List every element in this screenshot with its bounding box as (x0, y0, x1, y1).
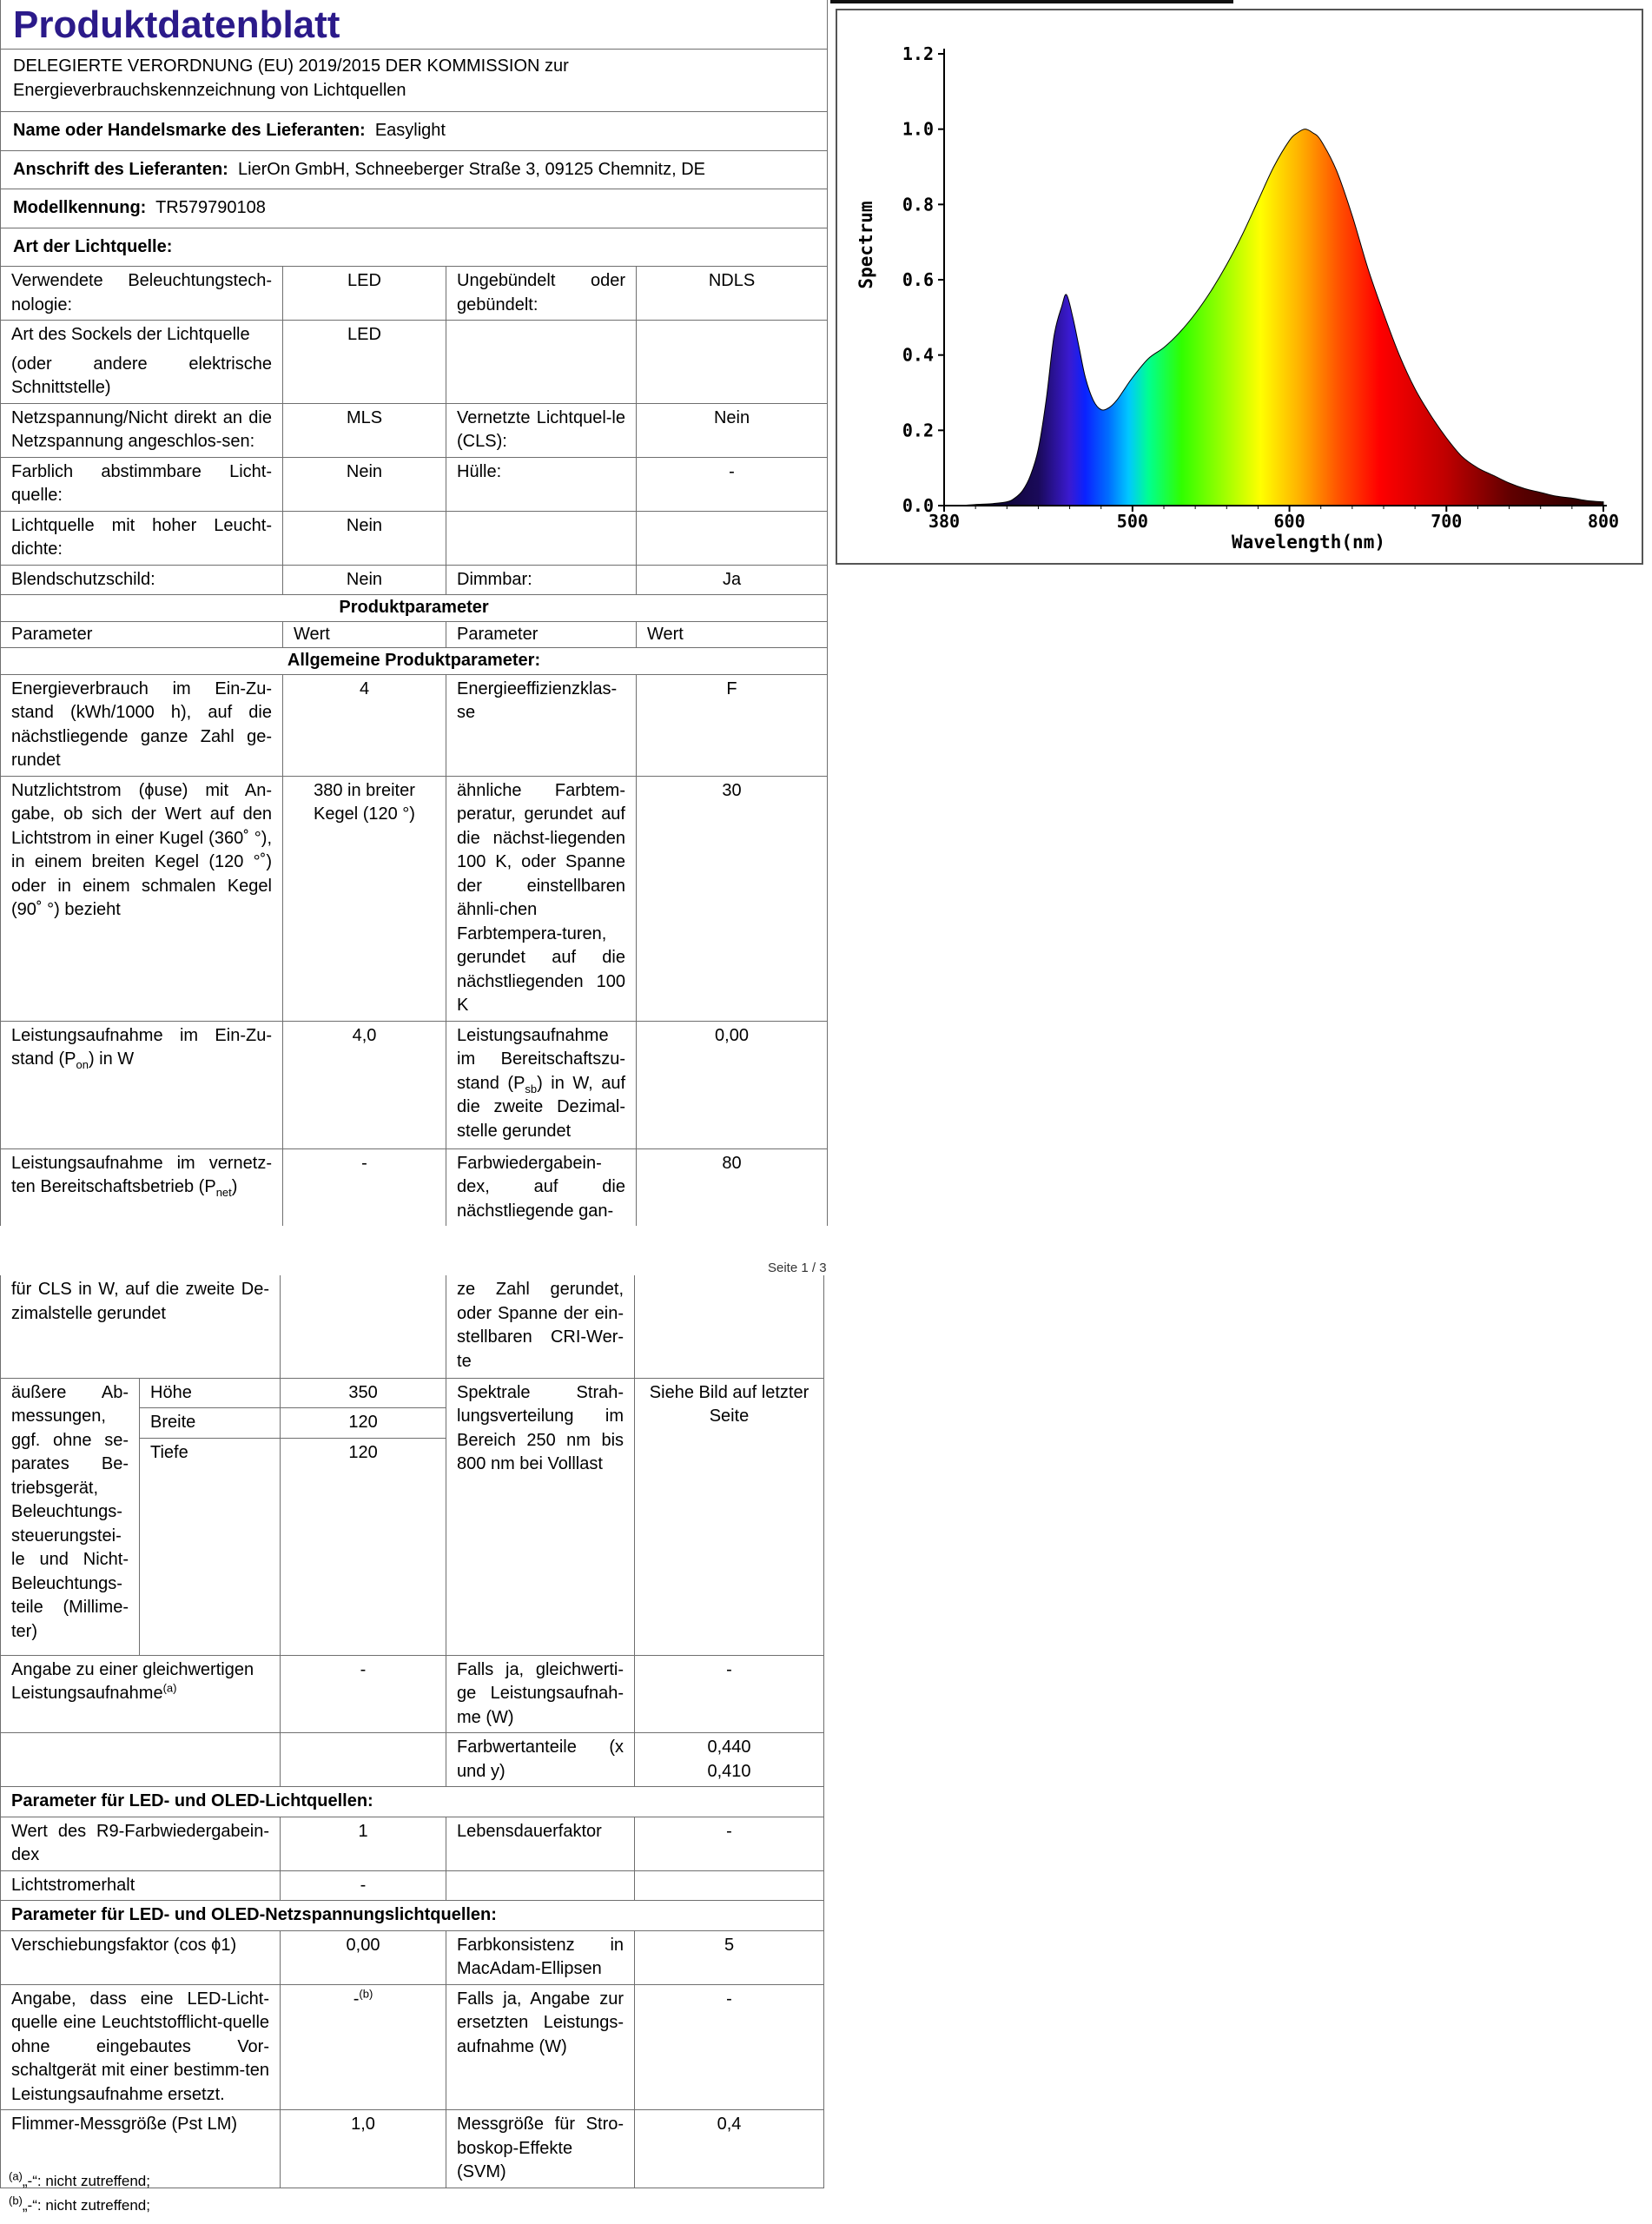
spectral-distribution-label: Spektrale Strah-lungsverteilung im Bereich 250 nm bis 800 nm bei Volllast (446, 1378, 635, 1655)
displacement-factor-value: 0,00 (281, 1930, 446, 1984)
macadam-value: 5 (635, 1930, 824, 1984)
cri-label-continued: ze Zahl gerundet, oder Spanne der ein-stellbaren CRI-Wer-te (446, 1275, 635, 1378)
bundled-label: Ungebündelt oder gebündelt: (446, 267, 637, 321)
luminous-flux-label: Nutzlichtstrom (ϕuse) mit An-gabe, ob sich der Wert auf den Lichtstrom in einer Kugel (360˚ °), in einem breiten Kegel (120 °˚) oder in einem schmalen Kegel (90˚ °) bezieht (1, 776, 283, 1021)
col-header-value-1: Wert (283, 621, 446, 648)
r9-value: 1 (281, 1817, 446, 1870)
displacement-factor-label: Verschiebungsfaktor (cos ϕ1) (1, 1930, 281, 1984)
energy-consumption-value: 4 (283, 674, 446, 776)
fluorescent-replacement-value: -$^{(b)}$ (281, 1984, 446, 2110)
socket-label-note: (oder andere elektrische Schnittstelle) (11, 354, 272, 397)
tech-value: LED (283, 267, 446, 321)
y-tick-label: 1.2 (902, 43, 934, 64)
envelope-value: - (637, 457, 828, 511)
survival-factor-label: Lebensdauerfaktor (446, 1817, 635, 1870)
cls-value: Nein (637, 403, 828, 457)
lightsource-type-heading: Art der Lichtquelle: (1, 228, 828, 267)
footnote-b: $^{(b)}$„-“: nicht zutreffend; (9, 2194, 150, 2214)
envelope-label: Hülle: (446, 457, 637, 511)
dimensions-label: äußere Ab-messungen, ggf. ohne se-parates Be-triebsgerät, Beleuchtungs-steuerungstei-le und Nicht-Beleuchtungs-teile (Millime-ter) (1, 1378, 140, 1655)
x-tick-label: 380 (928, 511, 961, 532)
r9-label: Wert des R9-Farbwiedergabein-dex (1, 1817, 281, 1870)
equivalent-power-label: Angabe zu einer gleichwertigen Leistungsaufnahme$^{(a)}$ (1, 1655, 281, 1733)
x-tick-label: 500 (1116, 511, 1148, 532)
psb-label: Leistungsaufnahme im Bereitschaftszu-stand $(P_{sb})$ in W, auf die zweite Dezimal-stelle gerundet (446, 1021, 637, 1148)
page-2 (0, 1275, 823, 2188)
svm-label: Messgröße für Stro-boskop-Effekte (SVM) (446, 2110, 635, 2188)
page-title: Produktdatenblatt (13, 3, 340, 46)
glare-shield-value: Nein (283, 565, 446, 595)
glare-shield-label: Blendschutzschild: (1, 565, 283, 595)
tech-label: Verwendete Beleuchtungstech-nologie: (1, 267, 283, 321)
height-value: 350 (281, 1378, 446, 1408)
replaced-power-value: - (635, 1984, 824, 2110)
luminous-flux-value: 380 in breiter Kegel (120 °) (283, 776, 446, 1021)
y-tick-label: 0.0 (902, 495, 934, 516)
led-params-heading: Parameter für LED- und OLED-Lichtquellen: (1, 1787, 824, 1817)
macadam-label: Farbkonsistenz in MacAdam-Ellipsen (446, 1930, 635, 1984)
address-label: Anschrift des Lieferanten: (13, 159, 228, 179)
dimmable-value: Ja (637, 565, 828, 595)
y-tick-label: 1.0 (902, 118, 934, 140)
socket-value: LED (283, 321, 446, 404)
y-tick-label: 0.2 (902, 420, 934, 441)
chromaticity-x: 0,440 (707, 1738, 751, 1757)
flicker-label: Flimmer-Messgröße (Pst LM) (1, 2110, 281, 2188)
led-mains-params-heading: Parameter für LED- und OLED-Netzspannungslichtquellen: (1, 1901, 824, 1931)
supplier-value: Easylight (374, 121, 446, 140)
col-header-param-2: Parameter (446, 621, 637, 648)
model-value: TR579790108 (155, 198, 266, 217)
datasheet-table-page-2 (0, 1275, 824, 2188)
depth-label: Tiefe (140, 1438, 281, 1655)
x-tick-label: 600 (1273, 511, 1305, 532)
tunable-value: Nein (283, 457, 446, 511)
survival-factor-value: - (635, 1817, 824, 1870)
height-label: Höhe (140, 1378, 281, 1408)
fluorescent-replacement-label: Angabe, dass eine LED-Licht-quelle eine Leuchtstofflicht-quelle ohne eingebautes Vor-schaltgerät mit einer bestimm-ten Leistungsaufnahme ersetzt. (1, 1984, 281, 2110)
product-params-heading: Produktparameter (1, 595, 828, 622)
cri-label: Farbwiedergabein-dex, auf die nächstliegende gan- (446, 1148, 637, 1226)
cri-value: 80 (637, 1148, 828, 1226)
cct-label: ähnliche Farbtem-peratur, gerundet auf die nächst-liegenden 100 K, oder Spanne der einstellbaren ähnli-chen Farbtempera-turen, gerundet auf die nächstliegenden 100 K (446, 776, 637, 1021)
x-tick-label: 800 (1587, 511, 1620, 532)
spectrum-area (944, 129, 1603, 506)
mains-label: Netzspannung/Nicht direkt an die Netzspannung angeschlos-sen: (1, 403, 283, 457)
col-header-value-2: Wert (637, 621, 828, 648)
chart-area (944, 129, 1603, 506)
equivalent-power-watts-label: Falls ja, gleichwerti-ge Leistungsaufnah-me (W) (446, 1655, 635, 1733)
high-luminance-value: Nein (283, 511, 446, 565)
energy-class-value: F (637, 674, 828, 776)
energy-class-label: Energieeffizienzklas-se (446, 674, 637, 776)
address-value: LierOn GmbH, Schneeberger Straße 3, 09125 Chemnitz, DE (237, 159, 705, 179)
spectrum-chart (836, 9, 1643, 565)
page-number: Seite 1 / 3 (768, 1261, 827, 1275)
equivalent-power-watts-value: - (635, 1655, 824, 1733)
footnote-a: $^{(a)}$„-“: nicht zutreffend; (9, 2169, 150, 2189)
lumen-maintenance-value: - (281, 1870, 446, 1901)
pnet-label-continued: für CLS in W, auf die zweite De-zimalstelle gerundet (1, 1275, 281, 1378)
pnet-label: Leistungsaufnahme im vernetz-ten Bereitschaftsbetrieb $(P_{net})$ (1, 1148, 283, 1226)
bundled-value: NDLS (637, 267, 828, 321)
chromaticity-value (635, 1733, 824, 1787)
lumen-maintenance-label: Lichtstromerhalt (1, 1870, 281, 1901)
width-value: 120 (281, 1408, 446, 1439)
svm-value: 0,4 (635, 2110, 824, 2188)
regulation-text: DELEGIERTE VERORDNUNG (EU) 2019/2015 DER KOMMISSION zur Energieverbrauchskennzeichnung von Lichtquellen (13, 56, 569, 100)
y-axis-title: Spectrum (856, 201, 876, 289)
replaced-power-label: Falls ja, Angabe zur ersetzten Leistungs-aufnahme (W) (446, 1984, 635, 2110)
spectrum-chart-svg (837, 10, 1642, 563)
supplier-label: Name oder Handelsmarke des Lieferanten: (13, 121, 366, 140)
y-tick-label: 0.8 (902, 194, 934, 215)
x-tick-label: 700 (1431, 511, 1463, 532)
cct-value: 30 (637, 776, 828, 1021)
width-label: Breite (140, 1408, 281, 1439)
chromaticity-y: 0,410 (707, 1761, 751, 1781)
dimmable-label: Dimmbar: (446, 565, 637, 595)
top-rule (830, 0, 1233, 3)
pon-value: 4,0 (283, 1021, 446, 1148)
pnet-value: - (283, 1148, 446, 1226)
pon-label: Leistungsaufnahme im Ein-Zu-stand $(P_{on})$ in W (1, 1021, 283, 1148)
col-header-param-1: Parameter (1, 621, 283, 648)
tunable-label: Farblich abstimmbare Licht-quelle: (1, 457, 283, 511)
depth-value: 120 (281, 1438, 446, 1655)
model-label: Modellkennung: (13, 198, 147, 217)
y-tick-label: 0.4 (902, 344, 934, 366)
high-luminance-label: Lichtquelle mit hoher Leucht-dichte: (1, 511, 283, 565)
chromaticity-label: Farbwertanteile (x und y) (446, 1733, 635, 1787)
x-axis-title: Wavelength(nm) (1231, 532, 1386, 553)
general-params-heading: Allgemeine Produktparameter: (1, 648, 828, 675)
y-tick-label: 0.6 (902, 269, 934, 290)
datasheet-table-page-1 (0, 0, 828, 1226)
equivalent-power-value: - (281, 1655, 446, 1733)
energy-consumption-label: Energieverbrauch im Ein-Zu-stand (kWh/1000 h), auf die nächstliegende ganze Zahl ge-rundet (1, 674, 283, 776)
socket-label: Art des Sockels der Lichtquelle (11, 325, 250, 344)
spectral-distribution-value: Siehe Bild auf letzter Seite (635, 1378, 824, 1655)
page-1 (0, 0, 827, 1226)
psb-value: 0,00 (637, 1021, 828, 1148)
flicker-value: 1,0 (281, 2110, 446, 2188)
mains-value: MLS (283, 403, 446, 457)
cls-label: Vernetzte Lichtquel-le (CLS): (446, 403, 637, 457)
